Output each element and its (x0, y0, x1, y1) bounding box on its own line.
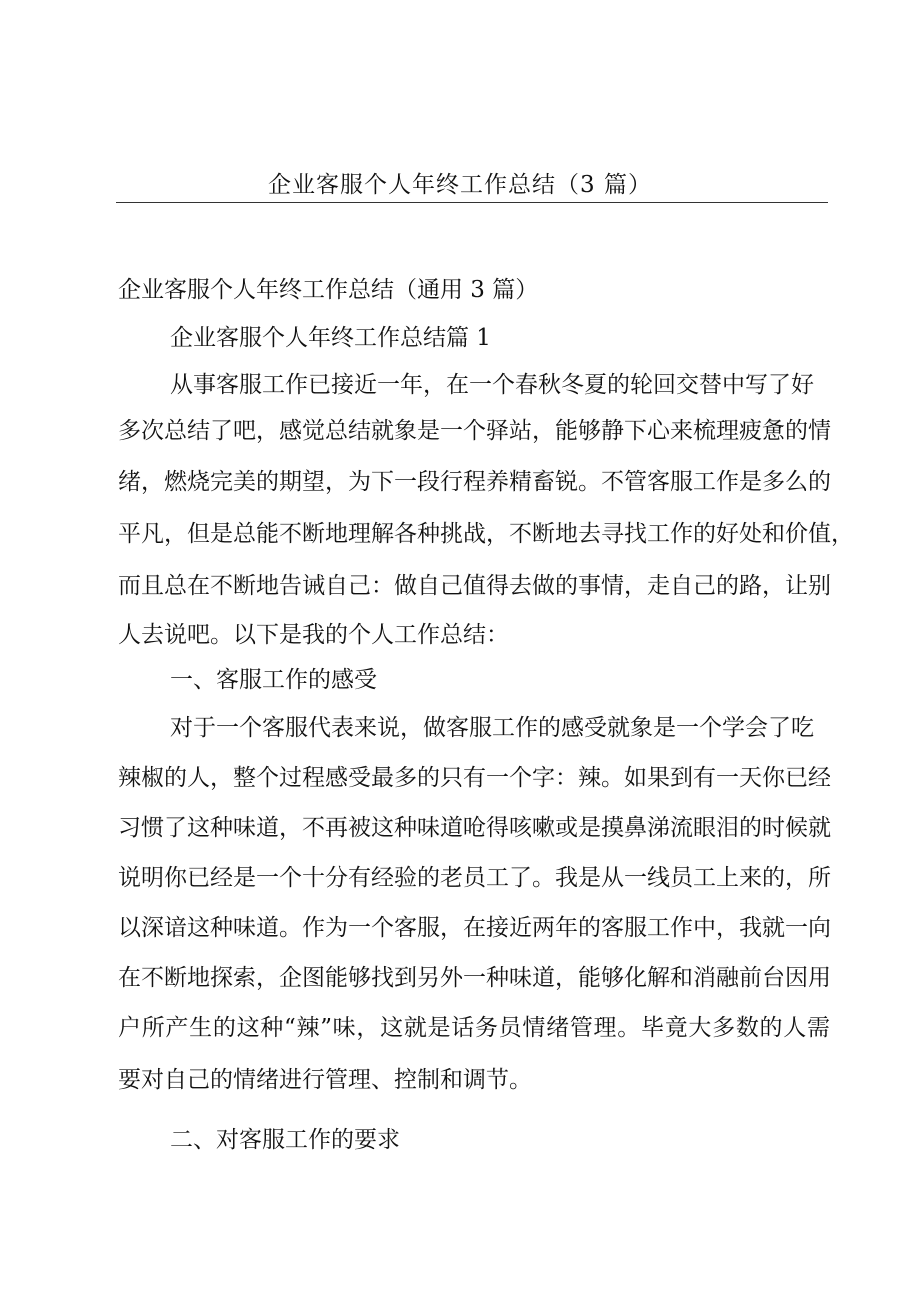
title-underline (116, 202, 828, 203)
document-subtitle: 企业客服个人年终工作总结（通用 3 篇） (118, 277, 539, 303)
heading-requirements: 二、对客服工作的要求 (170, 1127, 400, 1153)
paragraph-line: 习惯了这种味道，不再被这种味道呛得咳嗽或是摸鼻涕流眼泪的时候就 (118, 815, 831, 841)
section-heading: 企业客服个人年终工作总结篇 1 (170, 325, 491, 351)
paragraph-line: 要对自己的情绪进行管理、控制和调节。 (118, 1067, 532, 1093)
paragraph-line: 从事客服工作已接近一年，在一个春秋冬夏的轮回交替中写了好 (170, 372, 814, 398)
paragraph-line: 对于一个客服代表来说，做客服工作的感受就象是一个学会了吃 (170, 715, 814, 741)
paragraph-line: 户所产生的这种“辣”味，这就是话务员情绪管理。毕竟大多数的人需 (118, 1015, 830, 1041)
paragraph-line: 说明你已经是一个十分有经验的老员工了。我是从一线员工上来的，所 (118, 865, 831, 891)
paragraph-line: 在不断地探索，企图能够找到另外一种味道，能够化解和消融前台因用 (118, 965, 831, 991)
paragraph-line: 以深谙这种味道。作为一个客服，在接近两年的客服工作中，我就一向 (118, 915, 831, 941)
paragraph-line: 辣椒的人，整个过程感受最多的只有一个字：辣。如果到有一天你已经 (118, 765, 831, 791)
paragraph-line: 而且总在不断地告诫自己：做自己值得去做的事情，走自己的路，让别 (118, 573, 831, 599)
paragraph-line: 绪，燃烧完美的期望，为下一段行程养精畜锐。不管客服工作是多么的 (118, 469, 831, 495)
paragraph-line: 多次总结了吧，感觉总结就象是一个驿站，能够静下心来梳理疲惫的情 (118, 418, 831, 444)
heading-feelings: 一、客服工作的感受 (170, 667, 377, 693)
paragraph-line: 人去说吧。以下是我的个人工作总结： (118, 622, 509, 648)
document-title: 企业客服个人年终工作总结（3 篇） (268, 172, 652, 198)
paragraph-line: 平凡，但是总能不断地理解各种挑战，不断地去寻找工作的好处和价值， (118, 521, 854, 547)
